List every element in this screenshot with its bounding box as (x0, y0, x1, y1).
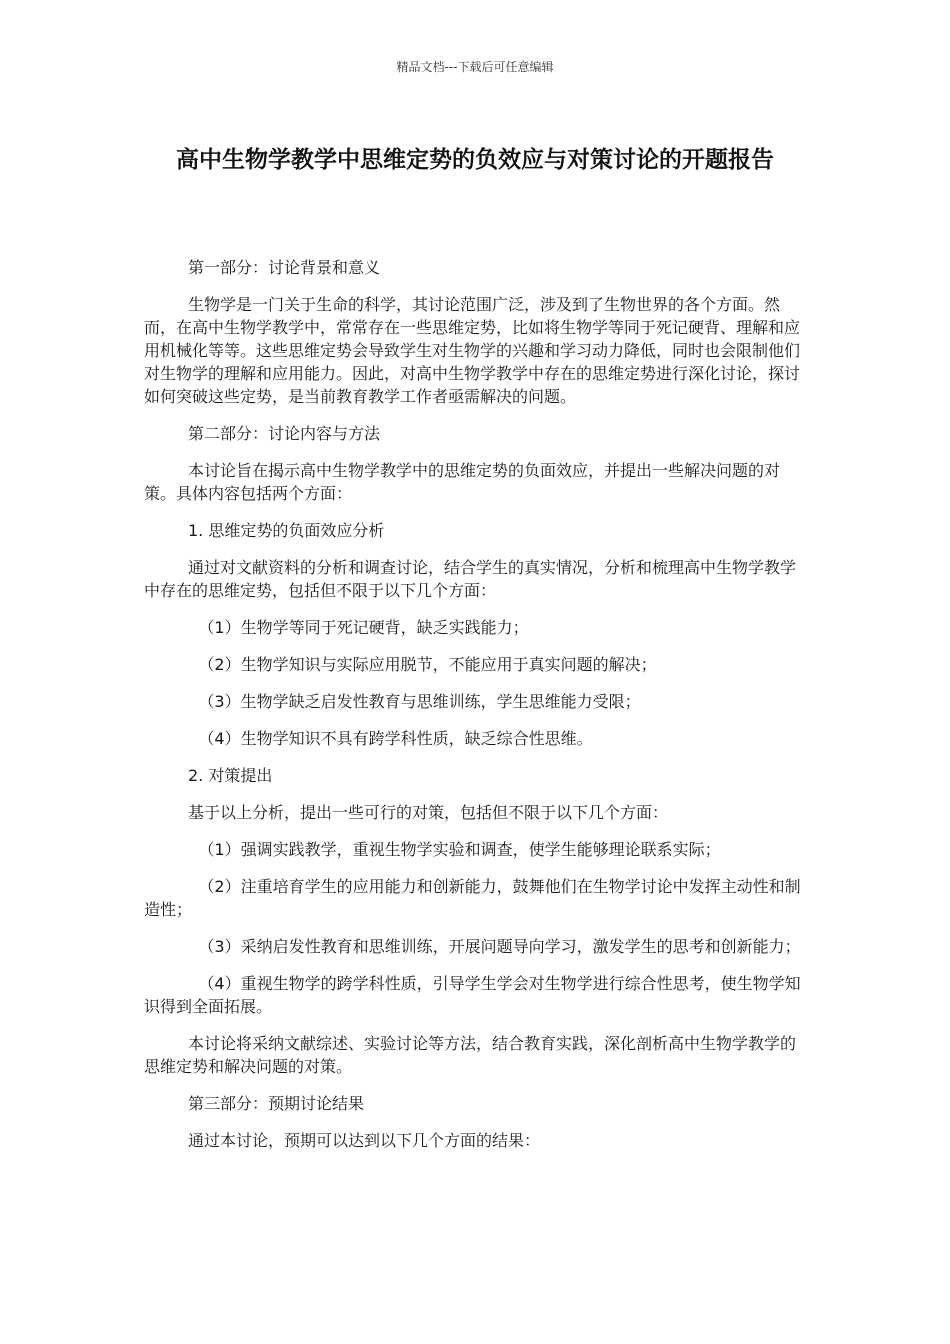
paragraph-aim: 本讨论旨在揭示高中生物学教学中的思维定势的负面效应，并提出一些解决问题的对策。具体内容包括两个方面： (144, 461, 781, 503)
section-heading-2: 第二部分：讨论内容与方法 (188, 424, 381, 443)
paragraph-strategies-intro: 基于以上分析，提出一些可行的对策，包括但不限于以下几个方面： (188, 803, 669, 822)
paragraph-analysis: 通过对文献资料的分析和调查讨论，结合学生的真实情况，分析和梳理高中生物学教学中存在的思维定势，包括但不限于以下几个方面： (144, 558, 797, 600)
list-item: （3）生物学缺乏启发性教育与思维训练，学生思维能力受限； (198, 692, 641, 711)
paragraph-methods: 本讨论将采纳文献综述、实验讨论等方法，结合教育实践，深化剖析高中生物学教学的思维定势和解决问题的对策。 (144, 1034, 797, 1076)
list-item: （2）生物学知识与实际应用脱节，不能应用于真实问题的解决； (198, 655, 657, 674)
list-item: （2）注重培育学生的应用能力和创新能力，鼓舞他们在生物学讨论中发挥主动性和制造性； (144, 877, 801, 919)
document-body (144, 256, 808, 1166)
list-item: （4）生物学知识不具有跨学科性质，缺乏综合性思维。 (198, 729, 593, 748)
list-item: （1）强调实践教学，重视生物学实验和调查，使学生能够理论联系实际； (198, 840, 721, 859)
paragraph-results-intro: 通过本讨论，预期可以达到以下几个方面的结果： (188, 1131, 541, 1150)
section-heading-1: 第一部分：讨论背景和意义 (188, 258, 381, 277)
subheading-strategies: 2. 对策提出 (188, 766, 273, 785)
list-item: （1）生物学等同于死记硬背，缺乏实践能力； (198, 618, 529, 637)
section-heading-3: 第三部分：预期讨论结果 (188, 1094, 365, 1113)
document-title: 高中生物学教学中思维定势的负效应与对策讨论的开题报告 (176, 147, 774, 173)
list-item: （4）重视生物学的跨学科性质，引导学生学会对生物学进行综合性思考，使生物学知识得到全面拓展。 (144, 974, 801, 1016)
paragraph-background: 生物学是一门关于生命的科学，其讨论范围广泛，涉及到了生物世界的各个方面。然而，在高中生物学教学中，常常存在一些思维定势，比如将生物学等同于死记硬背、理解和应用机械化等等。这些思维定势会导致学生对生物学的兴趣和学习动力降低，同时也会限制他们对生物学的理解和应用能力。因此，对高中生物学教学中存在的思维定势进行深化讨论，探讨如何突破这些定势，是当前教育教学工作者亟需解决的问题。 (144, 295, 801, 406)
subheading-negative-effects: 1. 思维定势的负面效应分析 (188, 521, 385, 540)
list-item: （3）采纳启发性教育和思维训练，开展问题导向学习，激发学生的思考和创新能力； (198, 937, 801, 956)
header-note: 精品文档---下载后可任意编辑 (396, 60, 554, 74)
